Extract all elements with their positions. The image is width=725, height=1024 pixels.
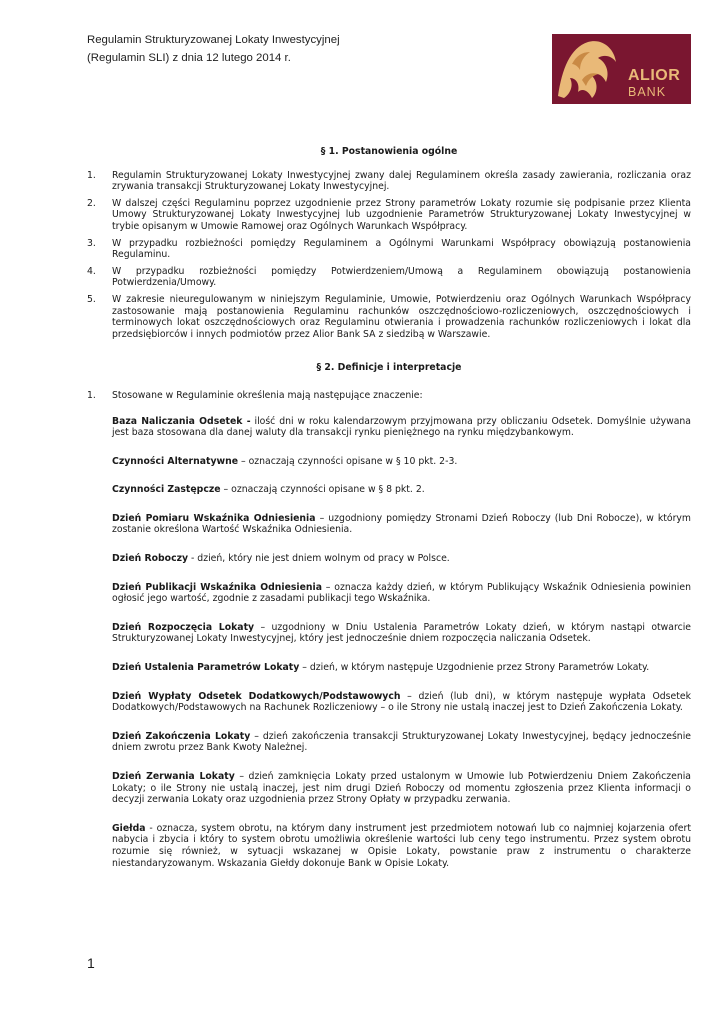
definition <box>112 731 691 754</box>
header-title-line2: (Regulamin SLI) z dnia 12 lutego 2014 r. <box>87 51 291 64</box>
list-item <box>87 170 691 193</box>
definition-text: – uzgodniony w Dniu Ustalenia Parametrów Lokaty dzień, w którym nastąpi otwarcie Strukturyzowanej Lokaty Inwestycyjnej, który jest jednocześnie dniem rozpoczęcia naliczania Odsetek. <box>112 621 691 645</box>
definition <box>112 582 691 605</box>
definition-term: Dzień Rozpoczęcia Lokaty <box>112 621 255 633</box>
definition-text: ilość dni w roku kalendarzowym przyjmowana przy obliczaniu Odsetek. Domyślnie używana jest baza stosowana dla danej waluty dla transakcji rynku pieniężnego na rynku międzybankowym. <box>112 415 691 439</box>
list-item-number: 5. <box>87 293 96 305</box>
alior-bank-logo <box>552 34 691 104</box>
definition-text: - dzień, który nie jest dniem wolnym od pracy w Polsce. <box>188 553 450 565</box>
definition-text: – dzień, w którym następuje Uzgodnienie przez Strony Parametrów Lokaty. <box>299 662 650 674</box>
list-item-number: 3. <box>87 237 96 249</box>
definitions-list <box>87 416 691 870</box>
definition <box>112 622 691 645</box>
definition-text: – oznaczają czynności opisane w § 10 pkt. 2-3. <box>238 455 458 467</box>
definition-text: – dzień (lub dni), w którym następuje wypłata Odsetek Dodatkowych/Podstawowych na Rachunek Rozliczeniowy – o ile Strony nie ustalą inaczej jest to Dzień Zakończenia Lokaty. <box>112 690 691 714</box>
document-header <box>87 32 527 67</box>
definition-term: Dzień Roboczy <box>112 553 189 565</box>
definition <box>112 416 691 439</box>
definition-text: – oznaczają czynności opisane w § 8 pkt. 2. <box>220 484 425 496</box>
header-title-line1: Regulamin Strukturyzowanej Lokaty Inwestycyjnej <box>87 34 340 46</box>
section-2-title: § 2. Definicje i interpretacje <box>316 362 462 374</box>
definition <box>112 691 691 714</box>
logo-word-bank: BANK <box>628 85 667 99</box>
list-item-text: W przypadku rozbieżności pomiędzy Potwierdzeniem/Umową a Regulaminem obowiązują postanowienia Potwierdzenia/Umowy. <box>112 265 691 289</box>
list-item <box>87 238 691 261</box>
definition-term: Dzień Zakończenia Lokaty <box>112 730 251 742</box>
list-item <box>87 266 691 289</box>
definition <box>112 456 691 468</box>
list-item-number: 1. <box>87 169 96 181</box>
definition-text: – dzień zakończenia transakcji Strukturyzowanej Lokaty Inwestycyjnej, będący jednocześnie dniem zwrotu przez Bank Kwoty Należnej. <box>112 730 691 754</box>
list-item <box>87 294 691 340</box>
definition-term: Giełda <box>112 822 146 834</box>
list-item-number: 2. <box>87 197 96 209</box>
list-item-text: W zakresie nieuregulowanym w niniejszym Regulaminie, Umowie, Potwierdzeniu oraz Ogólnych Warunkach Współpracy zastosowanie mają postanowienia Regulaminu rachunków oszczędnościowo-rozliczeniowych, oszczędnościowych i terminowych lokat oszczędnościowych oraz Regulaminu otwierania i prowadzenia rachunków rozliczeniowych i lokat dla przedsiębiorców i innych podmiotów przez Alior Bank SA z siedzibą w Warszawie. <box>112 293 691 340</box>
intro-text: Stosowane w Regulaminie określenia mają następujące znaczenie: <box>112 389 423 401</box>
page-number: 1 <box>87 955 95 971</box>
definition-term: Baza Naliczania Odsetek - <box>112 415 251 427</box>
definition-text: – uzgodniony pomiędzy Stronami Dzień Roboczy (lub Dni Robocze), w którym zostanie określona Wartość Wskaźnika Odniesienia. <box>112 512 691 536</box>
definition <box>112 553 691 565</box>
definition-term: Czynności Alternatywne <box>112 455 239 467</box>
list-item-number: 4. <box>87 265 96 277</box>
logo-word-alior: ALIOR <box>628 67 681 84</box>
definition <box>112 662 691 674</box>
intro-number: 1. <box>87 389 96 401</box>
list-item-text: W dalszej części Regulaminu poprzez uzgodnienie przez Strony parametrów Lokaty rozumie się podpisanie przez Klienta Umowy Strukturyzowanej Lokaty Inwestycyjnej lub uzgodnienie Parametrów Strukturyzowanej Lokaty Inwestycyjnej w trybie opisanym w Umowie Ramowej oraz Ogólnych Warunkach Współpracy. <box>112 197 691 232</box>
definition-text: – dzień zamknięcia Lokaty przed ustalonym w Umowie lub Potwierdzeniu Dniem Zakończenia Lokaty; o ile Strony nie ustalą inaczej, jest nim drugi Dzień Roboczy od momentu zgłoszenia przez Klienta informacji o decyzji zerwania Lokaty oraz uzgodnienia przez Strony Opłaty w przypadku zerwania. <box>112 771 692 806</box>
definition-term: Dzień Pomiaru Wskaźnika Odniesienia <box>112 512 316 524</box>
document-body <box>87 146 691 886</box>
definition-term: Dzień Wypłaty Odsetek Dodatkowych/Podstawowych <box>112 690 401 702</box>
section-2-intro <box>87 390 691 402</box>
definition <box>112 484 691 496</box>
definition-term: Dzień Publikacji Wskaźnika Odniesienia <box>112 581 322 593</box>
definition <box>112 823 691 869</box>
definition <box>112 771 691 806</box>
definition-term: Czynności Zastępcze <box>112 484 221 496</box>
section-1-list <box>87 170 691 341</box>
definition-text: – oznacza każdy dzień, w którym Publikujący Wskaźnik Odniesienia powinien ogłosić jego wartość, zgodnie z zasadami publikacji tego Wskaźnika. <box>112 581 691 605</box>
definition-term: Dzień Ustalenia Parametrów Lokaty <box>112 662 300 674</box>
lion-emblem-icon <box>552 34 622 104</box>
list-item-text: Regulamin Strukturyzowanej Lokaty Inwestycyjnej zwany dalej Regulaminem określa zasady zawierania, rozliczania oraz zrywania transakcji Strukturyzowanej Lokaty Inwestycyjnej. <box>112 169 691 193</box>
definition <box>112 513 691 536</box>
list-item <box>87 198 691 233</box>
section-1-title: § 1. Postanowienia ogólne <box>320 146 458 157</box>
definition-text: - oznacza, system obrotu, na którym dany instrument jest przedmiotem notowań lub co najmniej kojarzenia ofert nabycia i zbycia i który to system obrotu umożliwia określenie wartości lub ceny tego instrumentu. Przez system obrotu rozumie się również, w sytuacji wskazanej w Opisie Lokaty, powstanie praw z instrumentu o charakterze niestandaryzowanym. Wskazania Giełdy dokonuje Bank w Opisie Lokaty. <box>112 822 691 869</box>
definition-term: Dzień Zerwania Lokaty <box>112 771 235 782</box>
list-item-text: W przypadku rozbieżności pomiędzy Regulaminem a Ogólnymi Warunkami Współpracy obowiązują postanowienia Regulaminu. <box>112 237 691 261</box>
